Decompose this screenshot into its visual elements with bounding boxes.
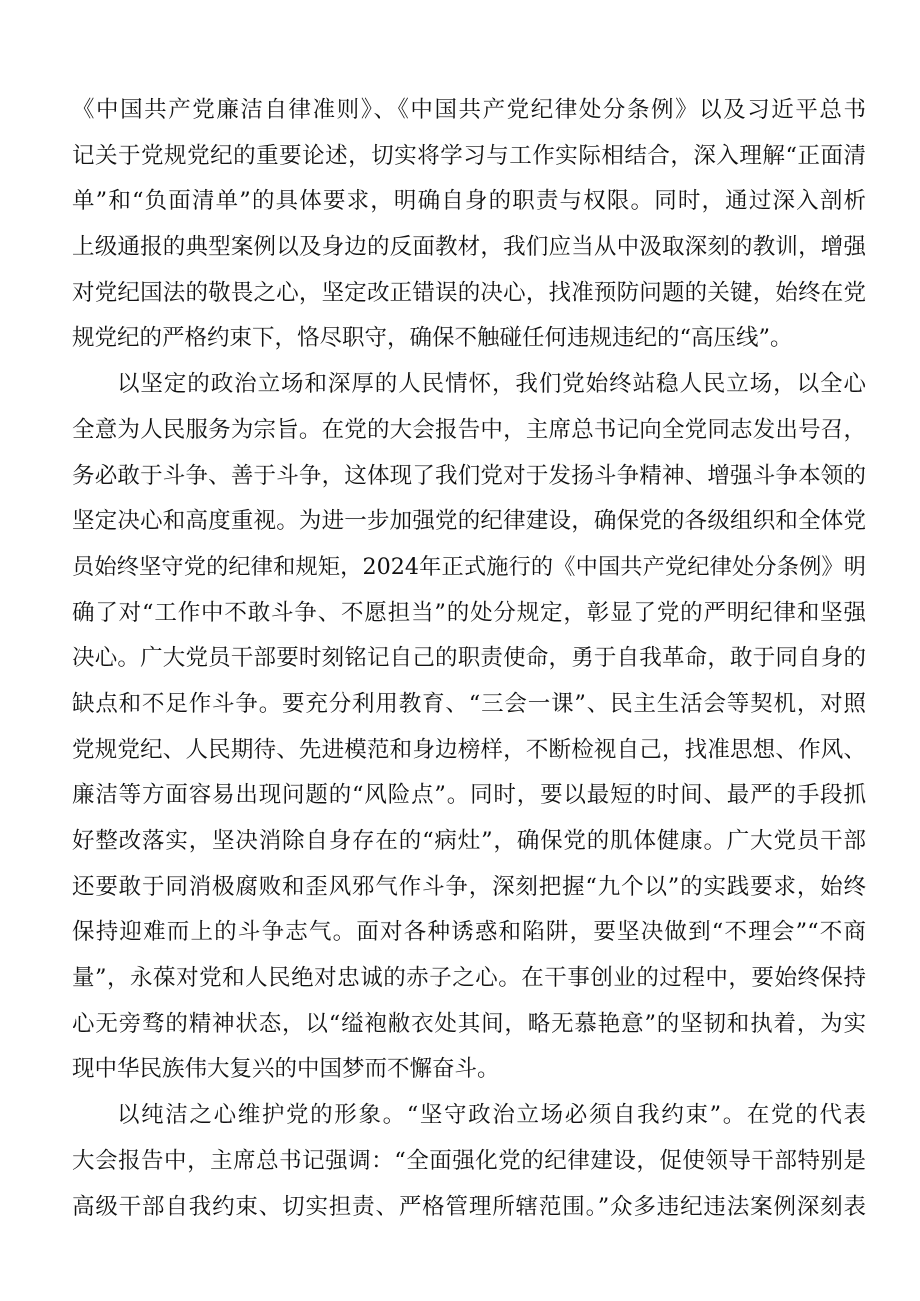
text-line: 党规党纪、人民期待、先进模范和身边榜样，不断检视自己，找准思想、作风、 xyxy=(72,736,866,763)
paragraph-start-line: 以坚定的政治立场和深厚的人民情怀，我们党始终站稳人民立场，以全心 xyxy=(117,371,866,398)
text-line: 廉洁等方面容易出现问题的“风险点”。同时，要以最短的时间、最严的手段抓 xyxy=(72,782,866,809)
text-line: 量”，永葆对党和人民绝对忠诚的赤子之心。在干事创业的过程中，要始终保持 xyxy=(72,965,866,992)
text-line: 好整改落实，坚决消除自身存在的“病灶”，确保党的肌体健康。广大党员干部 xyxy=(72,828,866,854)
text-line: 现中华民族伟大复兴的中国梦而不懈奋斗。 xyxy=(72,1056,500,1083)
text-line: 员始终坚守党的纪律和规矩，2024年正式施行的《中国共产党纪律处分条例》明 xyxy=(72,553,866,580)
text-line: 缺点和不足作斗争。要充分利用教育、“三会一课”、民主生活会等契机，对照 xyxy=(72,690,866,717)
text-line: 决心。广大党员干部要时刻铭记自己的职责使命，勇于自我革命，敢于同自身的 xyxy=(72,645,866,672)
text-line: 上级通报的典型案例以及身边的反面教材，我们应当从中汲取深刻的教训，增强 xyxy=(72,234,866,261)
text-line: 规党纪的严格约束下，恪尽职守，确保不触碰任何违规违纪的“高压线”。 xyxy=(72,325,793,352)
text-line: 记关于党规党纪的重要论述，切实将学习与工作实际相结合，深入理解“正面清 xyxy=(72,142,866,169)
paragraph-start-line: 以纯洁之心维护党的形象。“坚守政治立场必须自我约束”。在党的代表 xyxy=(117,1102,866,1129)
text-line: 心无旁骛的精神状态，以“缢袍敝衣处其间，略无慕艳意”的坚韧和执着，为实 xyxy=(72,1010,866,1037)
body-text xyxy=(72,88,866,1230)
text-line: 务必敢于斗争、善于斗争，这体现了我们党对于发扬斗争精神、增强斗争本领的 xyxy=(72,462,866,489)
text-line: 确了对“工作中不敢斗争、不愿担当”的处分规定，彰显了党的严明纪律和坚强 xyxy=(72,599,866,626)
text-line: 全意为人民服务为宗旨。在党的大会报告中，主席总书记向全党同志发出号召， xyxy=(72,416,866,443)
text-line: 《中国共产党廉洁自律准则》、《中国共产党纪律处分条例》以及习近平总书 xyxy=(72,97,866,123)
text-line: 还要敢于同消极腐败和歪风邪气作斗争，深刻把握“九个以”的实践要求，始终 xyxy=(72,873,866,900)
text-line: 对党纪国法的敬畏之心，坚定改正错误的决心，找准预防问题的关键，始终在党 xyxy=(72,279,866,306)
text-line: 保持迎难而上的斗争志气。面对各种诱惑和陷阱，要坚决做到“不理会”“不商 xyxy=(72,919,866,946)
text-line: 坚定决心和高度重视。为进一步加强党的纪律建设，确保党的各级组织和全体党 xyxy=(72,508,866,535)
text-line: 大会报告中，主席总书记强调：“全面强化党的纪律建设，促使领导干部特别是 xyxy=(72,1147,866,1174)
text-line: 高级干部自我约束、切实担责、严格管理所辖范围。”众多违纪违法案例深刻表 xyxy=(72,1193,866,1220)
text-line: 单”和“负面清单”的具体要求，明确自身的职责与权限。同时，通过深入剖析 xyxy=(72,188,866,215)
